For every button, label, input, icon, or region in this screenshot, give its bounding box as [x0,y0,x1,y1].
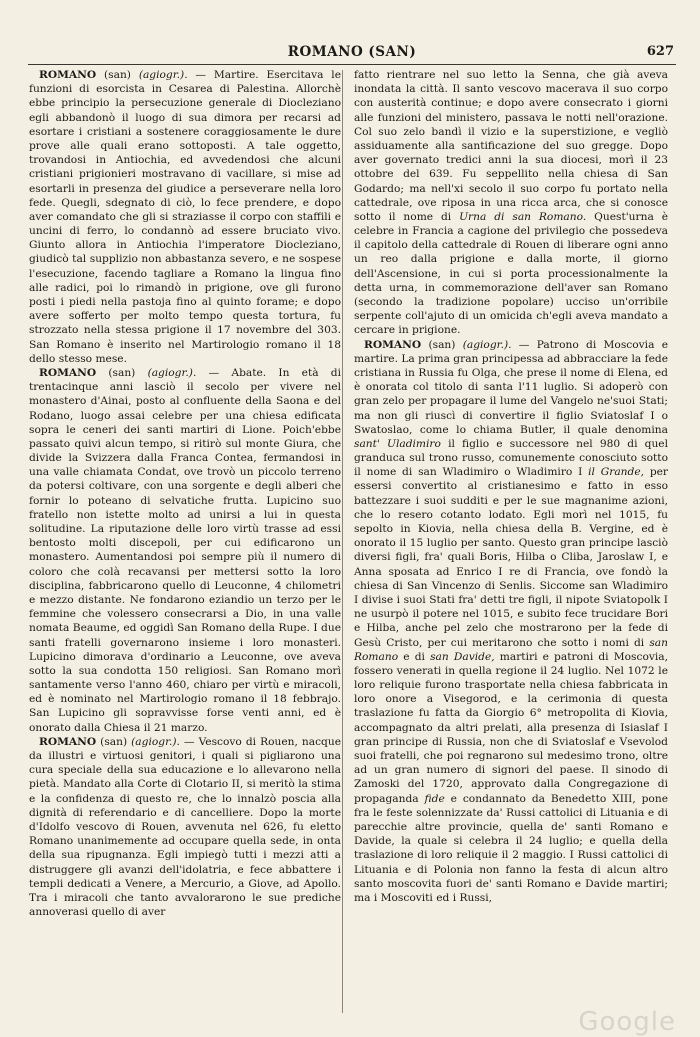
entry-text: il figlio e successore nel 980 di quel granduca sul trono russo, comunemente conosciuto sotto il nome di san Wladimiro o Wladimiro I [354,436,668,479]
running-title: ROMANO (SAN) [287,44,417,60]
entry-italic: sant' Uladimiro [354,436,441,450]
entry-italic: fide [424,791,445,805]
entry-moscovia [354,338,668,906]
headword: ROMANO [364,337,422,351]
headword: ROMANO [39,734,97,748]
entry-italic: il Grande, [588,465,645,479]
entry-italic: san Romano [354,635,668,663]
headword: ROMANO [39,365,97,379]
qualifier: (san) [104,68,131,81]
entry-text: e di [398,649,431,663]
entry-text: fatto rientrare nel suo letto la Senna, che già aveva inondata la città. Il santo vescovo macerava il suo corpo con austerità continue; e dopo avere consecrato i giorni alle funzioni del ministero, passava le notti nell'orazione. Col suo zelo bandì il vizio e la superstizione, e vegliò assiduamente alla santificazione del suo gregge. Dopo aver governato tredici anni la sua diocesi, morì il 23 ottobre del 639. Fu seppellito nella chiesa di San Godardo; ma nell'xi secolo il suo corpo fu portato nella cattedrale, ove riposa in una ricca arca, che si conosce sotto il nome di [354,68,668,223]
entry-abate [29,366,341,735]
qualifier: (san) [100,734,128,748]
entry-italic: Urna di san Romano. [459,209,587,223]
category: (agiogr.). [147,365,197,379]
category: (agiogr.). [131,734,180,748]
left-column [29,68,341,919]
qualifier: (san) [108,365,136,379]
page-number: 627 [646,44,674,59]
entry-vescovo-continuation [354,68,668,338]
watermark: Google [578,1007,676,1037]
entry-text: — Patrono di Moscovia e martire. La prima gran principessa ad abbracciare la fede cristiana in Russia fu Olga, che prese il nome di Elena, ed è onorata col titolo di santa l'11 luglio. Si adoperò con gran zelo per propagare il lume del Vangelo ne'suoi Stati; ma non gli riuscì di convertire il figlio Sviatoslaf I o Swatoslao, come lo chiama Butler, il quale denomina [354,337,668,436]
entry-martire [29,68,341,366]
entry-text: — Vescovo di Rouen, nacque da illustri e virtuosi genitori, i quali si pigliarono una cura speciale della sua educazione e lo allevarono nella pietà. Mandato alla Corte di Clotario II, si meritò la stima e la confidenza di questo re, che lo innalzò poscia alla dignità di referendario e di cancelliere. Dopo la morte d'Idolfo vescovo di Rouen, avvenuta nel 626, fu eletto Romano unanimemente ad occupare quella sede, in onta della sua ripugnanza. Egli impiegò tutti i mezzi atti a distruggere gli avanzi dell'idolatria, e fece abbattere i templi dedicati a Venere, a Mercurio, a Giove, ad Apollo. Tra i miracoli che tanto avvalorarono le sue prediche annoverasi quello di aver [29,734,341,919]
entry-text: e condannato da Benedetto XIII, pone fra le feste solennizzate da' Russi cattolici di Lituania e di parecchie altre provincie, quella de' santi Romano e Davide, la quale si celebra il 24 luglio; e quella della traslazione di loro reliquie il 2 maggio. I Russi cattolici di Lituania e di Polonia non fanno la festa di alcun altro santo moscovita fuori de' santi Romano e Davide martiri; ma i Moscoviti ed i Russi, [354,791,668,904]
entry-text: Quest'urna è celebre in Francia a cagione del privilegio che possedeva il capitolo della cattedrale di Rouen di liberare ogni anno un reo dalla prigione e dalla morte, il giorno dell'Ascensione, in cui si porta processionalmente la detta urna, in commemorazione dell'aver san Romano (secondo la tradizione popolare) ucciso un'orribile serpente coll'ajuto di un omicida ch'egli aveva mandato a cercare in prigione. [354,209,669,337]
column-divider [342,70,343,1013]
right-column [354,68,668,905]
entry-text: per essersi convertito al cristianesimo e fatto in esso battezzare i suoi sudditi e per le sue magnanime azioni, che lo resero cotanto lodato. Egli morì nel 1015, fu sepolto in Kiovia, nella chiesa della B. Vergine, ed è onorato il 15 luglio per santo. Questo gran principe lasciò diversi figli, fra' quali Boris, Hilba o Cliba, Jaroslaw I, e Anna sposata ad Enrico I re di Francia, ove fondò la chiesa di San Vincenzo di Senlis. Siccome san Wladimiro I divise i suoi Stati fra' detti tre figli, il nipote Sviatopolk I ne usurpò il potere nel 1015, e subito fece trucidare Bori e Hilba, anche pel zelo che mostrarono per la fede di Gesù Cristo, per cui meritarono che sotto i nomi di [354,465,669,649]
category: (agiogr.). [462,337,512,351]
entry-vescovo [29,735,341,919]
qualifier: (san) [428,337,456,351]
entry-italic: san Davide, [430,649,495,663]
entry-text: — Martire. Esercitava le funzioni di esorcista in Cesarea di Palestina. Allorchè ebbe principio la persecuzione generale di Diocleziano egli abbandonò il luogo di sua dimora per recarsi ad esortare i cristiani a sostenere coraggiosamente le dure prove alle quali erano sottoposti. A tale oggetto, trovandosi in Antiochia, ed avvedendosi che alcuni cristiani prigionieri mostravano di vacillare, si mise ad esortarli in presenza del giudice a perseverare nella loro fede. Quegli, sdegnato di ciò, lo fece prendere, e dopo aver comandato che gli si straziasse il corpo con staffili e uncini di ferro, lo condannò ad essere bruciato vivo. Giunto allora in Antiochia l'imperatore Diocleziano, giudicò tal supplizio non abbastanza severo, e ne sospese l'esecuzione, facendo tagliare a Romano la lingua fino alle radici, poi lo rimandò in prigione, ove gli furono posti i piedi nella pastoja fino al quinto forame; e dopo avere sofferto per molto tempo questa tortura, fu strozzato nella stessa prigione il 17 novembre del 303. San Romano è inserito nel Martirologio romano il 18 dello stesso mese. [29,68,341,365]
entry-text: — Abate. In età di trentacinque anni lasciò il secolo per vivere nel monastero d'Ainai, posto al confluente della Saona e del Rodano, luogo assai celebre per una chiesa edificata sopra le ceneri dei santi martiri di Lione. Poich'ebbe passato quivi alcun tempo, si ritirò sul monte Giura, che divide la Svizzera dalla Franca Contea, fermandosi in una valle chiamata Condat, ove trovò un piccolo terreno da potersi coltivare, con una sorgente e degli alberi che fornir lo poteano di selvatiche frutta. Lupicino suo fratello non istette molto ad unirsi a lui in questa solitudine. La riputazione delle loro virtù trasse ad essi bentosto molti discepoli, per cui edificarono un monastero. Aumentandosi poi sempre più il numero di coloro che colà recavansi per mettersi sotto la loro disciplina, fabbricarono quello di Leuconne, 4 chilometri e mezzo distante. Ne fondarono eziandio un terzo per le femmine che volessero consecrarsi a Dio, in una valle nomata Beaume, ed oggidì San Romano della Rupe. I due santi fratelli governarono insieme i loro monasteri. Lupicino dimorava d'ordinario a Leuconne, ove aveva sotto la sua condotta 150 religiosi. San Romano morì santamente verso l'anno 460, chiaro per virtù e miracoli, ed è nominato nel Martirologio romano il 18 febbrajo. San Lupicino gli sopravvisse forse venti anni, ed è onorato dalla Chiesa il 21 marzo. [29,365,341,734]
category: (agiogr.). [138,68,188,81]
headword: ROMANO [39,68,97,81]
running-header [28,44,676,66]
entry-text: martiri e patroni di Moscovia, fossero venerati in quella regione il 24 luglio. Nel 1072 le loro reliquie furono trasportate nella chiesa fabbricata in loro onore a Visegorod, e la cerimonia di questa traslazione fu fatta da Giorgio 6° metropolita di Kiovia, accompagnato da altri prelati, alla presenza di Isiaslaf I gran principe di Russia, non che di Sviatoslaf e Vsevolod suoi fratelli, che poi regnarono sul medesimo trono, oltre ad un gran numero di signori del paese. Il sinodo di Zamoski del 1720, approvato dalla Congregazione di propaganda [354,649,668,805]
header-rule [28,64,676,65]
